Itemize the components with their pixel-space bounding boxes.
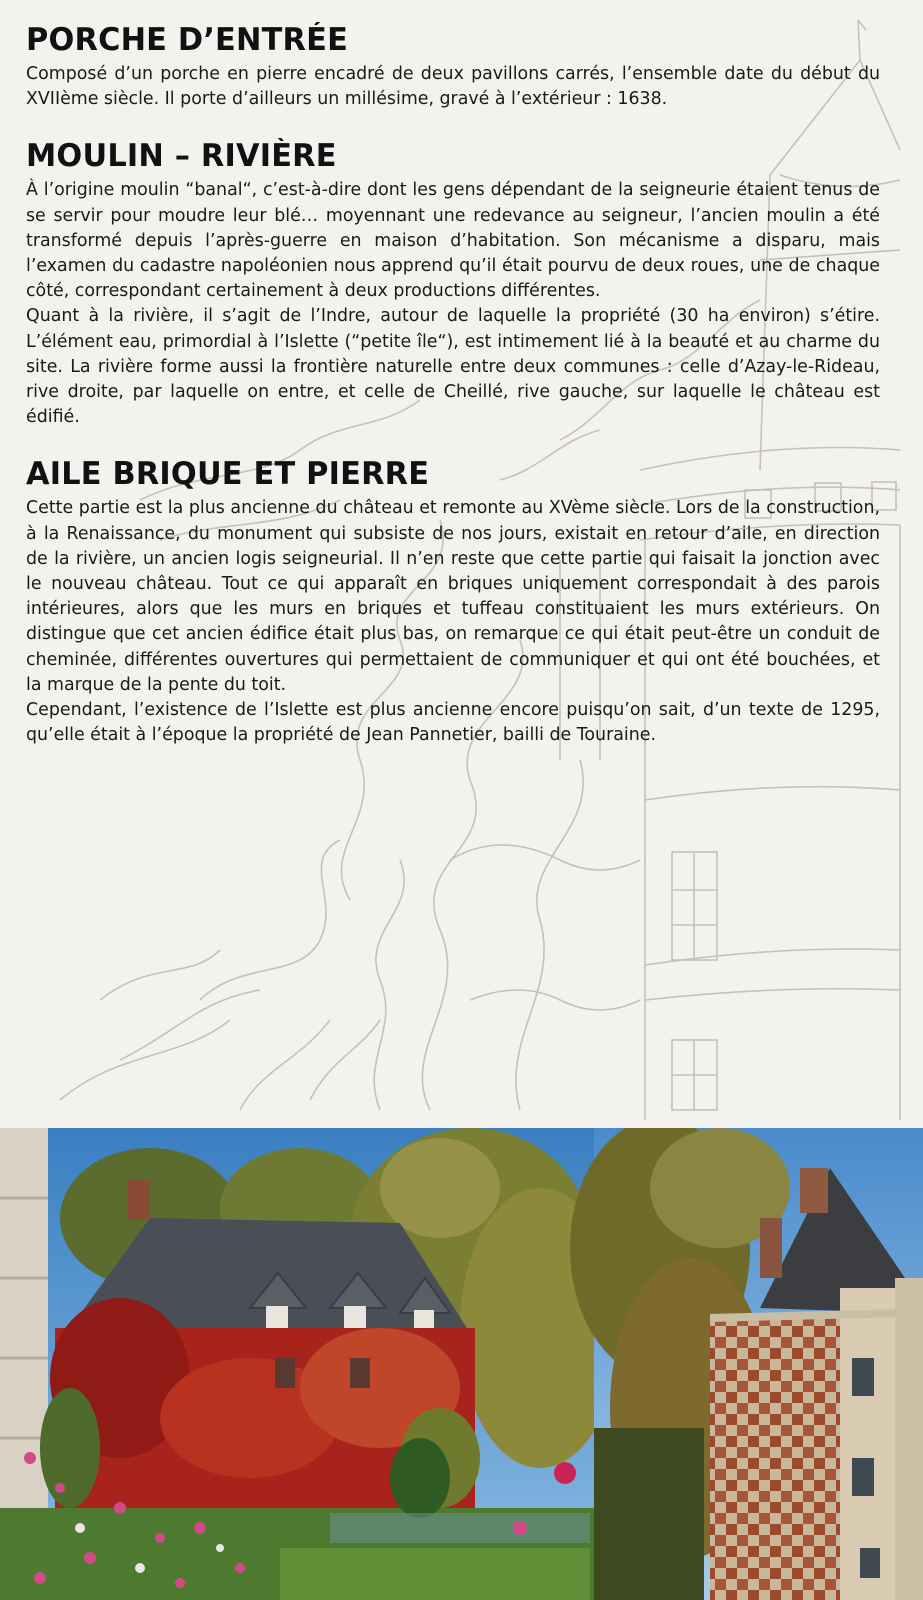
section-paragraph: À l’origine moulin “banal“, c’est-à-dire dont les gens dépendant de la seigneurie étaient tenus de se servir pour moudre leur blé… moyennant une redevance au seigneur, l’ancien moulin a été transformé depuis l’après-guerre en maison d’habitation. Son mécanisme a disparu, mais l’examen du cadastre napoléonien nous apprend qu’il était pourvu de deux roues, une de chaque côté, correspondant certainement à deux productions différentes. xyxy=(26,180,880,302)
section-paragraph: Composé d’un porche en pierre encadré de deux pavillons carrés, l’ensemble date du début du XVIIème siècle. Il porte d’ailleurs un millésime, gravé à l’extérieur : 1638. xyxy=(26,64,880,110)
chateau-wing-photo xyxy=(570,1128,923,1600)
section-aile-brique-pierre xyxy=(26,452,880,748)
section-paragraph: Quant à la rivière, il s’agit de l’Indre, autour de laquelle la propriété (30 ha environ) s’étire. L’élément eau, primordial à l’Islette (“petite île“), est intimement lié à la beauté et au charme du site. La rivière forme aussi la frontière naturelle entre deux communes : celle d’Azay-le-Rideau, rive droite, par laquelle on entre, et celle de Cheillé, rive gauche, sur laquelle le château est édifié. xyxy=(26,306,880,428)
section-heading: PORCHE D’ENTRÉE xyxy=(26,22,349,58)
section-moulin-riviere xyxy=(26,134,880,430)
section-heading: MOULIN – RIVIÈRE xyxy=(26,138,337,175)
text-content xyxy=(26,18,880,770)
photo-band xyxy=(0,1128,923,1600)
manor-photo xyxy=(0,1128,620,1600)
section-porche-entree xyxy=(26,18,880,112)
section-paragraph: Cette partie est la plus ancienne du château et remonte au XVème siècle. Lors de la construction, à la Renaissance, du monument qui subsiste de nos jours, existait en retour d’aile, en direction de la rivière, un ancien logis seigneurial. Il n’en reste que cette partie qui faisait la jonction avec le nouveau château. Tout ce qui apparaît en briques uniquement correspondait à des parois intérieures, alors que les murs en briques et tuffeau constituaient les murs extérieurs. On distingue que cet ancien édifice était plus bas, on remarque ce qui était peut-être un conduit de cheminée, différentes ouvertures qui permettaient de communiquer et qui ont été bouchées, et la marque de la pente du toit. xyxy=(26,498,880,695)
section-heading: AILE BRIQUE ET PIERRE xyxy=(26,456,430,493)
section-paragraph: Cependant, l’existence de l’Islette est plus ancienne encore puisqu’on sait, d’un texte de 1295, qu’elle était à l’époque la propriété de Jean Pannetier, bailli de Touraine. xyxy=(26,700,880,746)
